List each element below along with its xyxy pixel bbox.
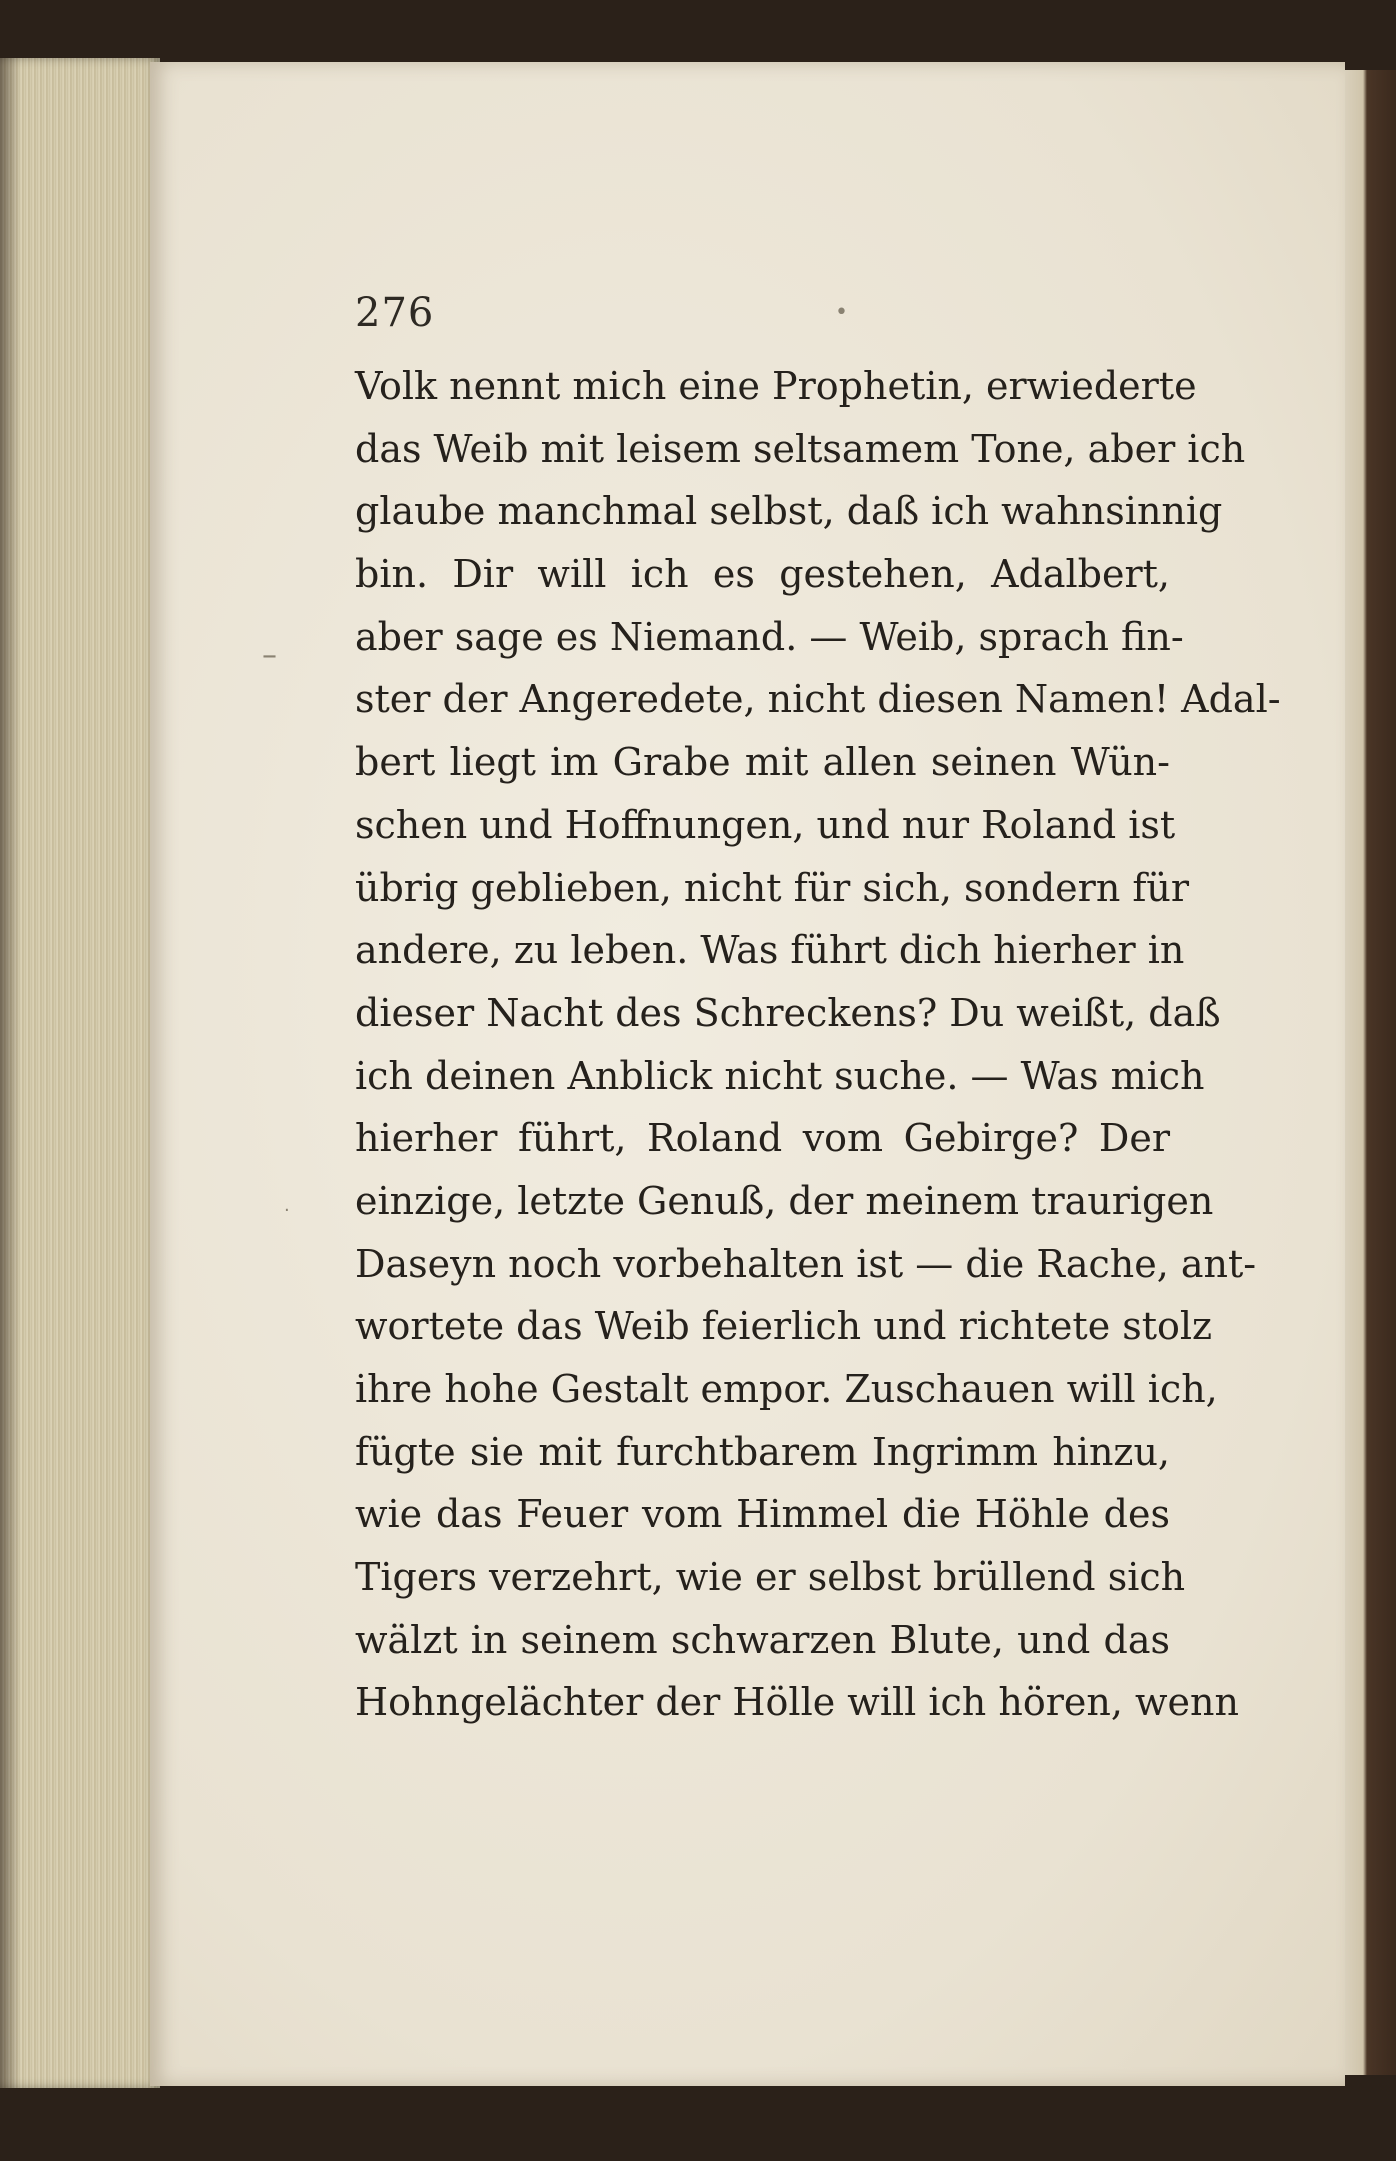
text-line: ihre hohe Gestalt empor. Zuschauen will ich, (355, 1367, 1218, 1411)
text-line: aber sage es Niemand. — Weib, sprach fin- (355, 614, 1184, 659)
text-line: ich deinen Anblick nicht suche. — Was mich (355, 1053, 1205, 1098)
text-line: wälzt in seinem schwarzen Blute, und das (355, 1617, 1170, 1662)
text-line: Tigers verzehrt, wie er selbst brüllend sich (355, 1555, 1186, 1600)
page-edge-shadow (0, 58, 20, 2088)
text-line: schen und Hoffnungen, und nur Roland ist (355, 802, 1176, 847)
text-line: hierher führt, Roland vom Gebirge? Der (355, 1116, 1170, 1161)
book-cover-edge (1345, 70, 1396, 2075)
text-line: dieser Nacht des Schreckens? Du weißt, daß (355, 990, 1221, 1035)
text-line: einzige, letzte Genuß, der meinem traurigen (355, 1178, 1214, 1223)
margin-speck-mark: • (835, 300, 848, 325)
text-line: fügte sie mit furchtbarem Ingrimm hinzu, (355, 1429, 1170, 1474)
body-text (355, 355, 1281, 1734)
text-line: übrig geblieben, nicht für sich, sondern für (355, 865, 1190, 910)
text-line: bin. Dir will ich es gestehen, Adalbert, (355, 552, 1170, 597)
text-line: glaube manchmal selbst, daß ich wahnsinnig (355, 489, 1223, 534)
text-line: Volk nennt mich eine Prophetin, erwiederte (355, 364, 1197, 408)
page-number: 276 (355, 290, 435, 336)
text-line: wortete das Weib feierlich und richtete stolz (355, 1304, 1213, 1349)
text-line: Hohngelächter der Hölle will ich hören, wenn (355, 1680, 1239, 1725)
text-line: bert liegt im Grabe mit allen seinen Wün- (355, 740, 1170, 785)
text-line: andere, zu leben. Was führt dich hierher in (355, 928, 1185, 973)
text-line: das Weib mit leisem seltsamem Tone, aber ich (355, 426, 1246, 471)
text-line: wie das Feuer vom Himmel die Höhle des (355, 1492, 1170, 1537)
stacked-page-edges (0, 58, 160, 2088)
margin-dot-mark: · (284, 1200, 290, 1221)
text-line: Daseyn noch vorbehalten ist — die Rache, ant- (355, 1241, 1257, 1286)
text-line: ster der Angeredete, nicht diesen Namen! Adal- (355, 677, 1281, 722)
margin-dash-mark: – (262, 638, 277, 673)
